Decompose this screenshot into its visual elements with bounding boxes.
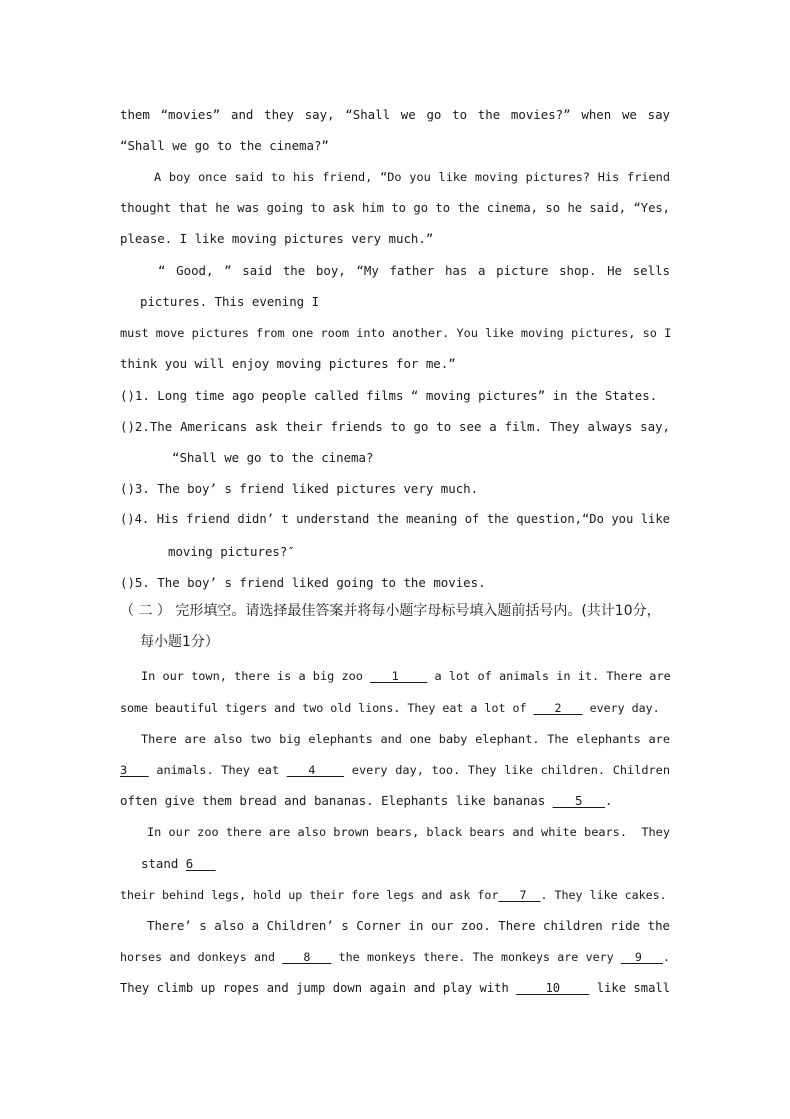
question-text: Long time ago people called films “ moving pictures” in the States. xyxy=(149,388,658,403)
blank-5: ___5___ xyxy=(552,793,605,808)
passage-line-4: thought that he was going to ask him to go to the cinema, so he said, “Yes, xyxy=(120,201,670,215)
passage-line-8: must move pictures from one room into another. You like moving pictures, so I xyxy=(120,326,672,340)
cloze-line-3: There are also two big elephants and one baby elephant. The elephants are xyxy=(141,732,670,746)
section-heading-continuation: 每小题1分） xyxy=(140,634,219,650)
blank-6: 6___ xyxy=(185,856,216,871)
question-text: The Americans ask their friends to go to see a film. They always say, xyxy=(149,419,670,434)
cloze-line-5: often give them bread and bananas. Elephants like bananas ___5___. xyxy=(120,793,613,808)
cloze-line-9: There’ s also a Children’ s Corner in our zoo. There children ride the xyxy=(147,918,670,933)
question-2-continuation: “Shall we go to the cinema? xyxy=(172,450,374,465)
blank-9: __9___ xyxy=(620,950,663,964)
question-number: ()1. xyxy=(120,388,150,403)
blank-3: 3___ xyxy=(120,763,149,777)
question-1 xyxy=(120,387,657,405)
blank-2: ___2___ xyxy=(533,701,583,715)
passage-line-3: A boy once said to his friend, “Do you like moving pictures? His friend xyxy=(154,170,670,184)
question-text: His friend didn’ t understand the meaning of the question,“Do you like xyxy=(149,512,670,526)
question-5 xyxy=(120,574,486,592)
question-4-continuation: moving pictures?″ xyxy=(168,544,295,559)
cloze-line-11: They climb up ropes and jump down again and play with ____10____ like small xyxy=(120,981,671,995)
question-text: The boy’ s friend liked pictures very much. xyxy=(149,481,479,496)
cloze-line-1: In our town, there is a big zoo ___1____ a lot of animals in it. There are xyxy=(141,669,671,683)
question-number: ()2. xyxy=(120,419,150,434)
question-number: ()5. xyxy=(120,575,150,590)
blank-1: ___1____ xyxy=(370,669,428,683)
blank-7: ___7__ xyxy=(498,888,541,902)
passage-line-1: them “movies” and they say, “Shall we go to the movies?” when we say xyxy=(120,107,670,122)
passage-line-6: “ Good, ” said the boy, “My father has a picture shop. He sells xyxy=(158,263,670,278)
question-number: ()3. xyxy=(120,481,150,496)
cloze-line-10: horses and donkeys and ___8___ the monkeys there. The monkeys are very __9___. xyxy=(120,950,670,964)
passage-line-9: think you will enjoy moving pictures for me.” xyxy=(120,356,456,371)
passage-line-5: please. I like moving pictures very much.” xyxy=(120,231,434,246)
cloze-line-6: In our zoo there are also brown bears, black bears and white bears. They xyxy=(147,825,670,839)
question-3 xyxy=(120,480,478,498)
passage-line-2: “Shall we go to the cinema?” xyxy=(120,138,329,153)
cloze-line-7: stand 6___ xyxy=(141,856,216,871)
question-text: The boy’ s friend liked going to the movies. xyxy=(149,575,486,590)
blank-4: ___4____ xyxy=(286,763,345,777)
question-4 xyxy=(120,510,670,528)
question-number: ()4. xyxy=(120,512,150,526)
blank-8: ___8___ xyxy=(282,950,332,964)
question-2 xyxy=(120,418,670,436)
cloze-line-8: their behind legs, hold up their fore legs and ask for___7__. They like cakes. xyxy=(120,888,667,902)
passage-line-7: pictures. This evening I xyxy=(140,294,320,309)
cloze-line-2: some beautiful tigers and two old lions. They eat a lot of ___2___ every day. xyxy=(120,701,660,715)
cloze-line-4: 3___ animals. They eat ___4____ every day, too. They like children. Children xyxy=(120,763,670,777)
blank-10: ____10____ xyxy=(516,981,590,995)
section-heading: （ 二 ） 完形填空。请选择最佳答案并将每小题字母标号填入题前括号内。(共计10分， xyxy=(120,603,661,619)
